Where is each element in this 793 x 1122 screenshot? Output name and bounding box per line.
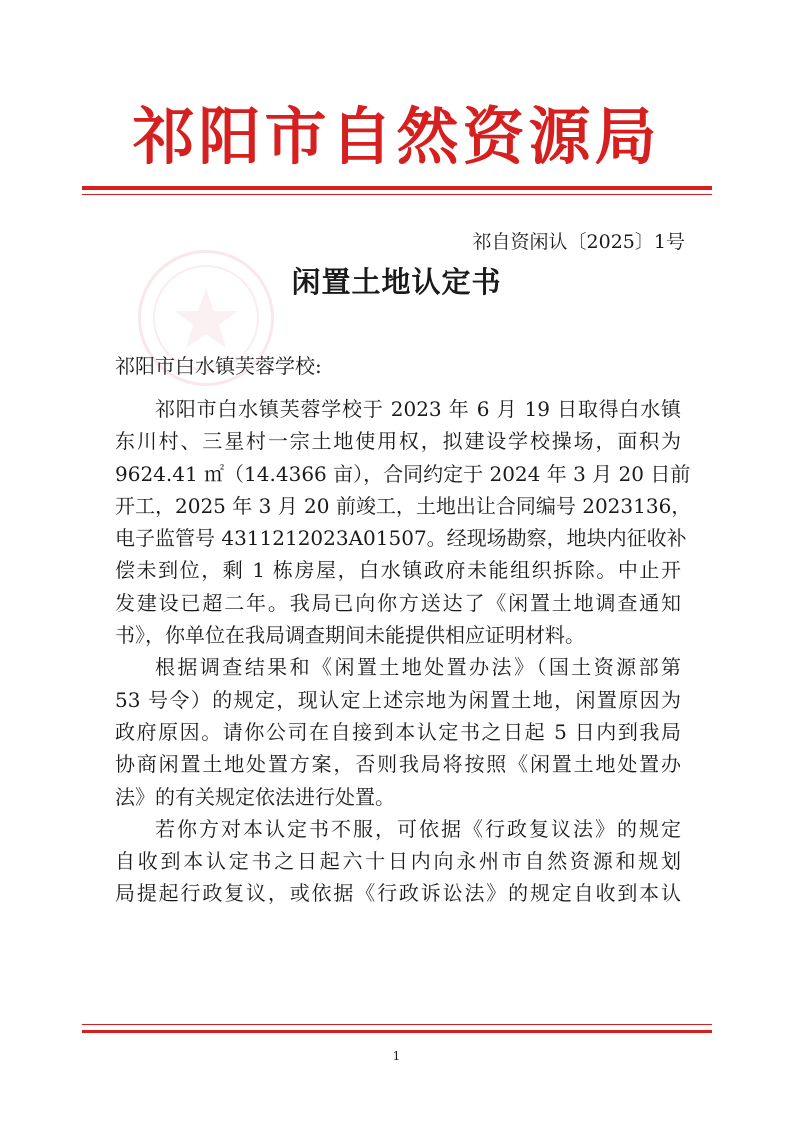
document-title: 闲置土地认定书 — [291, 265, 502, 299]
text-line: 根据调查结果和《闲置土地处置办法》（国土资源部第 — [155, 655, 681, 680]
document-number: 祁自资闲认〔2025〕1号 — [472, 231, 685, 253]
text-line: 发建设已超二年。我局已向你方送达了《闲置土地调查通知 — [115, 590, 681, 615]
footer-rule-thin — [82, 1024, 712, 1025]
text-line: 开工，2025 年 3 月 20 前竣工，土地出让合同编号 2023136， — [115, 493, 692, 518]
text-line: 祁阳市白水镇芙蓉学校于 2023 年 6 月 19 日取得白水镇 — [155, 397, 681, 421]
text-line: 9624.41 ㎡（14.4366 亩），合同约定于 2024 年 3 月 20 日前 — [115, 461, 691, 486]
text-line: 若你方对本认定书不服，可依据《行政复议法》的规定 — [155, 816, 681, 841]
text-line: 书》，你单位在我局调查期间未能提供相应证明材料。 — [115, 623, 585, 648]
paragraph-1 — [115, 393, 692, 651]
letterhead-rule-thin — [82, 194, 712, 195]
text-line: 政府原因。请你公司在自接到本认定书之日起 5 日内到我局 — [115, 719, 681, 744]
footer-rule-thick — [82, 1030, 712, 1033]
document-body — [115, 393, 692, 910]
page-number: 1 — [392, 1049, 401, 1063]
text-line: 法》的有关规定依法进行处置。 — [115, 784, 395, 809]
text-line: 偿未到位，剩 1 栋房屋，白水镇政府未能组织拆除。中止开 — [115, 558, 681, 583]
text-line: 自收到本认定书之日起六十日内向永州市自然资源和规划 — [115, 849, 681, 874]
text-line: 局提起行政复议，或依据《行政诉讼法》的规定自收到本认 — [115, 881, 681, 906]
text-line: 电子监管号 4311212023A01507。经现场勘察，地块内征收补 — [115, 526, 687, 551]
recipient: 祁阳市白水镇芙蓉学校: — [115, 354, 322, 378]
letterhead-title: 祁阳市自然资源局 — [132, 100, 661, 173]
text-line: 东川村、三星村一宗土地使用权，拟建设学校操场，面积为 — [115, 429, 681, 454]
text-line: 协商闲置土地处置方案，否则我局将按照《闲置土地处置办 — [115, 752, 681, 777]
letterhead-rule-thick — [82, 186, 712, 190]
paragraph-2 — [115, 651, 681, 812]
paragraph-3 — [115, 813, 681, 910]
text-line: 53 号令）的规定，现认定上述宗地为闲置土地，闲置原因为 — [115, 687, 681, 712]
